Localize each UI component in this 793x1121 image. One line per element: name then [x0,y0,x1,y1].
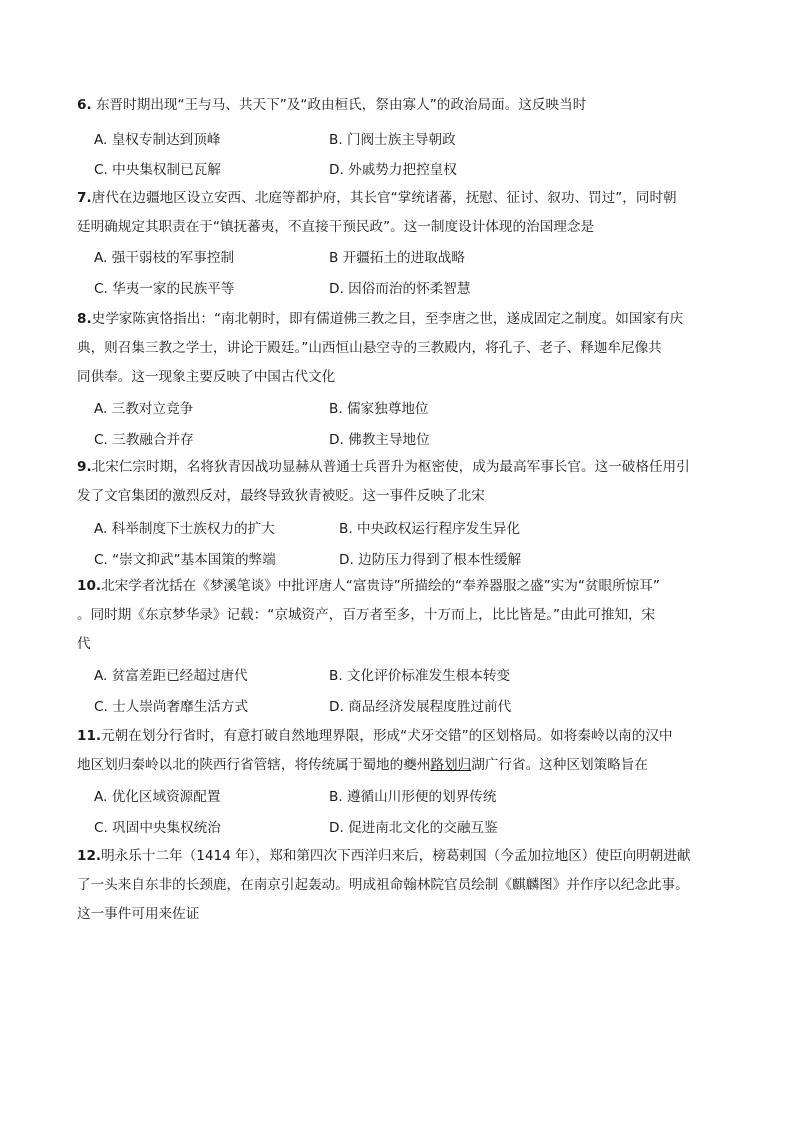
stem-line: 史学家陈寅恪指出：“南北朝时，即有儒道佛三教之目，至李唐之世，遂成固定之制度。如国家有庆 [91,311,684,327]
question-number: 12. [77,848,102,864]
stem-line: 廷明确规定其职责在于“镇抚蕃夷，不直接干预民政”。这一制度设计体现的治国理念是 [77,219,595,235]
option-a: A. 优化区域资源配置 [94,789,221,805]
options [94,515,717,575]
option-c: C. 士人崇尚奢靡生活方式 [94,699,249,715]
option-a: A. 皇权专制达到顶峰 [94,132,221,148]
stem-line: 典，则召集三教之学士，讲论于殿廷。”山西恒山悬空寺的三教殿内，将孔子、老子、释迦牟尼像共 [77,340,662,356]
question-7 [77,184,717,304]
question-number: 10. [77,578,102,594]
question-10 [77,572,717,722]
options [94,783,717,843]
option-c: C. 中央集权制已瓦解 [94,162,221,178]
options [94,126,717,185]
question-stem [77,453,717,511]
option-a: A. 强干弱枝的军事控制 [94,250,235,266]
stem-line: 东晋时期出现“王与马、共天下”及“政由桓氏，祭由寡人”的政治局面。这反映当时 [91,97,587,113]
question-number: 9. [77,459,92,475]
question-11 [77,722,717,843]
stem-line: 了一头来自东非的长颈鹿，在南京引起轰动。明成祖命翰林院官员绘制《麒麟图》并作序以纪念此事。 [77,877,689,893]
stem-line: 北宋仁宗时期，名将狄青因战功显赫从普通士兵晋升为枢密使，成为最高军事长官。这一破格任用引 [91,459,690,475]
options [94,662,717,722]
option-d: D. 因俗而治的怀柔智慧 [329,281,471,297]
option-b: B. 儒家独尊地位 [329,401,429,417]
stem-line: 北宋学者沈括在《梦溪笔谈》中批评唐人“富贵诗”所描绘的“奉养器服之盛”实为“贫眼所惊耳” [101,578,660,594]
question-number: 11. [77,728,102,744]
question-9 [77,453,717,575]
option-a: A. 科举制度下士族权力的扩大 [94,521,275,537]
option-c: C. 三教融合并存 [94,432,194,448]
stem-line: 代 [77,636,91,652]
option-c: C. “崇文抑武”基本国策的弊端 [94,552,276,568]
question-stem [77,722,717,780]
option-a: A. 贫富差距已经超过唐代 [94,668,248,684]
option-a: A. 三教对立竞争 [94,401,194,417]
stem-line: 明永乐十二年（1414 年），郑和第四次下西洋归来后，榜葛剌国（今孟加拉地区）使臣向明朝进献 [101,848,691,864]
stem-line: 地区划归秦岭以北的陕西行省管辖，将传统属于蜀地的夔州 [77,757,431,773]
question-stem [77,842,727,929]
stem-line: 这一事件可用来佐证 [77,906,200,922]
question-stem [77,572,717,659]
question-stem [77,91,717,120]
question-number: 8. [77,311,92,327]
option-c: C. 华夷一家的民族平等 [94,281,235,297]
question-8 [77,305,717,455]
stem-line: 发了文官集团的激烈反对，最终导致狄青被贬。这一事件反映了北宋 [77,488,485,504]
stem-line: 唐代在边疆地区设立安西、北庭等都护府，其长官“掌统诸蕃，抚慰、征讨、叙功、罚过”，同时朝 [91,190,677,206]
options [94,244,717,304]
stem-line: 。同时期《东京梦华录》记载：“京城资产，百万者至多，十万而上，比比皆是。”由此可推知，宋 [77,607,656,623]
option-b: B. 遵循山川形便的划界传统 [329,789,497,805]
question-6 [77,91,717,185]
stem-line: 元朝在划分行省时，有意打破自然地理界限，形成“犬牙交错”的区划格局。如将秦岭以南的汉中 [101,728,673,744]
option-b: B. 门阀士族主导朝政 [329,132,456,148]
option-d: D. 佛教主导地位 [329,432,430,448]
options [94,395,717,455]
option-d: D. 商品经济发展程度胜过前代 [329,699,512,715]
option-b: B. 文化评价标准发生根本转变 [329,668,511,684]
option-d: D. 促进南北文化的交融互鉴 [329,820,498,836]
question-number: 7. [77,190,92,206]
option-d: D. 外戚势力把控皇权 [329,162,457,178]
option-c: C. 巩固中央集权统治 [94,820,221,836]
option-b: B 开疆拓土的进取战略 [329,250,465,266]
stem-line: 同供奉。这一现象主要反映了中国古代文化 [77,369,336,385]
question-stem [77,184,717,242]
question-number: 6. [77,97,92,113]
question-12 [77,842,727,929]
option-d: D. 边防压力得到了根本性缓解 [339,552,522,568]
underlined-text: 路划归 [430,757,472,773]
stem-line: 湖广行省。这种区划策略旨在 [471,757,648,773]
question-stem [77,305,717,392]
option-b: B. 中央政权运行程序发生异化 [339,521,521,537]
